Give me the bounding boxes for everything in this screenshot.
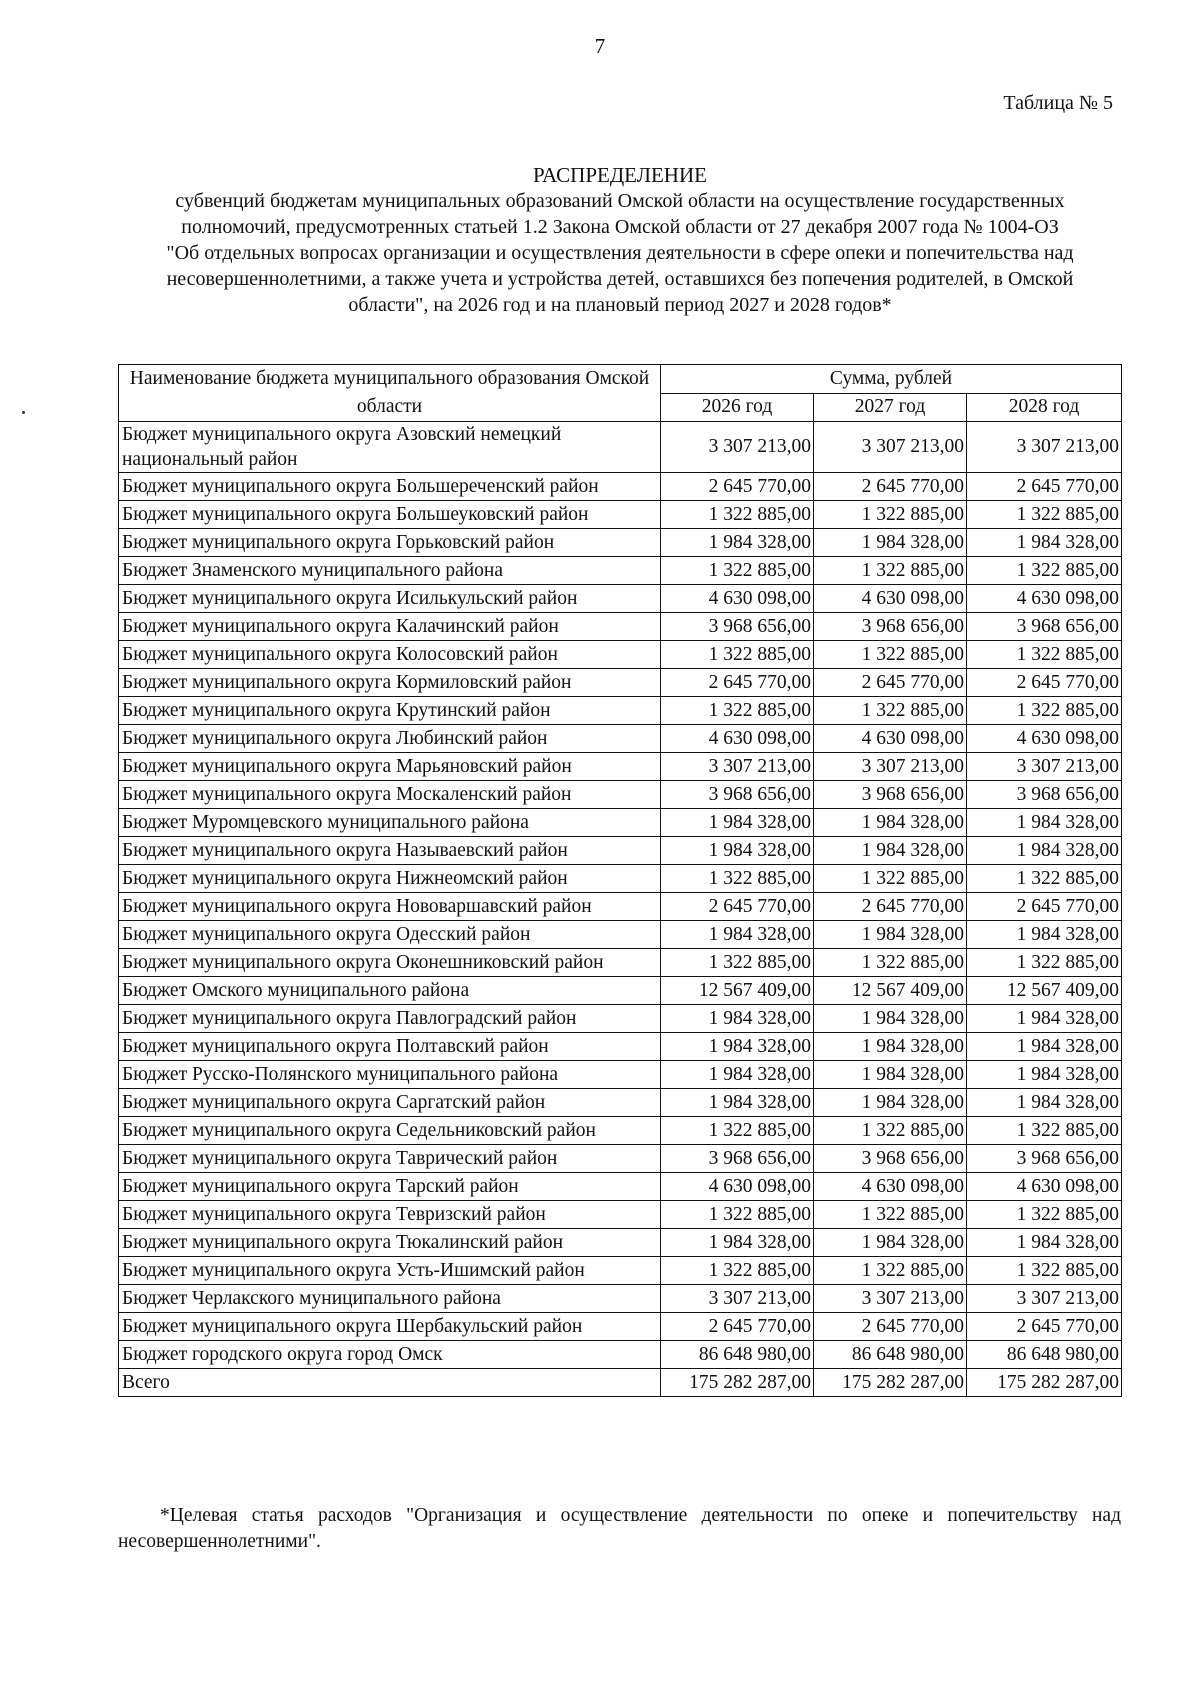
amount-cell: 1 322 885,00 <box>967 641 1122 669</box>
amount-cell: 4 630 098,00 <box>814 1173 967 1201</box>
amount-cell: 1 322 885,00 <box>661 1257 814 1285</box>
amount-cell: 1 322 885,00 <box>967 1257 1122 1285</box>
amount-cell: 1 984 328,00 <box>814 529 967 557</box>
table-row <box>119 613 1122 641</box>
header-year: 2027 год <box>814 393 967 422</box>
table-row <box>119 1033 1122 1061</box>
amount-cell: 1 984 328,00 <box>814 921 967 949</box>
amount-cell: 1 322 885,00 <box>814 949 967 977</box>
budget-name-cell: Бюджет городского округа город Омск <box>119 1341 661 1369</box>
table-row <box>119 422 1122 473</box>
amount-cell: 3 968 656,00 <box>967 613 1122 641</box>
budget-name-cell: Бюджет муниципального округа Любинский район <box>119 725 661 753</box>
budget-name-cell: Бюджет муниципального округа Колосовский район <box>119 641 661 669</box>
amount-cell: 3 968 656,00 <box>967 781 1122 809</box>
amount-cell: 1 984 328,00 <box>661 1089 814 1117</box>
budget-name-cell: Бюджет муниципального округа Калачинский район <box>119 613 661 641</box>
budget-name-cell: Бюджет муниципального округа Таврический район <box>119 1145 661 1173</box>
amount-cell: 1 984 328,00 <box>967 1005 1122 1033</box>
amount-cell: 4 630 098,00 <box>814 725 967 753</box>
amount-cell: 1 984 328,00 <box>967 809 1122 837</box>
table-row <box>119 1173 1122 1201</box>
amount-cell: 2 645 770,00 <box>661 893 814 921</box>
table-row <box>119 837 1122 865</box>
amount-cell: 1 322 885,00 <box>814 1201 967 1229</box>
amount-cell: 1 322 885,00 <box>967 1117 1122 1145</box>
amount-cell: 175 282 287,00 <box>814 1369 967 1397</box>
amount-cell: 4 630 098,00 <box>967 1173 1122 1201</box>
amount-cell: 1 984 328,00 <box>661 1005 814 1033</box>
table-row <box>119 977 1122 1005</box>
table-row <box>119 1061 1122 1089</box>
amount-cell: 175 282 287,00 <box>967 1369 1122 1397</box>
budget-name-cell: Бюджет муниципального округа Большереченский район <box>119 473 661 501</box>
amount-cell: 3 307 213,00 <box>661 753 814 781</box>
table-row <box>119 669 1122 697</box>
amount-cell: 86 648 980,00 <box>814 1341 967 1369</box>
amount-cell: 1 322 885,00 <box>814 501 967 529</box>
table-row <box>119 1285 1122 1313</box>
amount-cell: 1 984 328,00 <box>814 1229 967 1257</box>
table-row <box>119 1257 1122 1285</box>
amount-cell: 1 984 328,00 <box>814 837 967 865</box>
amount-cell: 4 630 098,00 <box>967 725 1122 753</box>
table-label: Таблица № 5 <box>1003 92 1113 114</box>
title-line: области", на 2026 год и на плановый период 2027 и 2028 годов* <box>348 294 892 316</box>
budget-name-cell: Бюджет муниципального округа Тарский район <box>119 1173 661 1201</box>
amount-cell: 1 984 328,00 <box>967 1033 1122 1061</box>
amount-cell: 4 630 098,00 <box>814 585 967 613</box>
budget-name-cell: Бюджет Русско-Полянского муниципального района <box>119 1061 661 1089</box>
amount-cell: 2 645 770,00 <box>661 1313 814 1341</box>
amount-cell: 3 968 656,00 <box>661 1145 814 1173</box>
table-row <box>119 501 1122 529</box>
table-row <box>119 921 1122 949</box>
header-sum: Сумма, рублей <box>661 365 1122 394</box>
amount-cell: 3 307 213,00 <box>967 422 1122 473</box>
table-row <box>119 1229 1122 1257</box>
table-row <box>119 1005 1122 1033</box>
budget-name-cell: Бюджет муниципального округа Исилькульский район <box>119 585 661 613</box>
amount-cell: 3 307 213,00 <box>967 753 1122 781</box>
amount-cell: 1 322 885,00 <box>814 1257 967 1285</box>
table-row <box>119 697 1122 725</box>
table-row <box>119 753 1122 781</box>
amount-cell: 1 984 328,00 <box>814 1061 967 1089</box>
amount-cell: 2 645 770,00 <box>661 669 814 697</box>
table-row <box>119 865 1122 893</box>
budget-name-cell: Бюджет муниципального округа Москаленский район <box>119 781 661 809</box>
amount-cell: 4 630 098,00 <box>661 585 814 613</box>
amount-cell: 1 322 885,00 <box>661 557 814 585</box>
amount-cell: 3 307 213,00 <box>814 753 967 781</box>
amount-cell: 1 984 328,00 <box>661 837 814 865</box>
amount-cell: 1 984 328,00 <box>967 1061 1122 1089</box>
table-row <box>119 557 1122 585</box>
amount-cell: 1 984 328,00 <box>967 921 1122 949</box>
title-line: "Об отдельных вопросах организации и осуществления деятельности в сфере опеки и попечительства над <box>166 242 1074 264</box>
scan-speck <box>22 411 25 414</box>
budget-name-cell: Бюджет муниципального округа Полтавский район <box>119 1033 661 1061</box>
amount-cell: 3 968 656,00 <box>661 781 814 809</box>
amount-cell: 12 567 409,00 <box>661 977 814 1005</box>
amount-cell: 2 645 770,00 <box>967 893 1122 921</box>
budget-name-cell: Бюджет муниципального округа Оконешниковский район <box>119 949 661 977</box>
amount-cell: 1 984 328,00 <box>967 1089 1122 1117</box>
amount-cell: 1 984 328,00 <box>661 921 814 949</box>
budget-name-cell: Бюджет муниципального округа Большеуковский район <box>119 501 661 529</box>
amount-cell: 86 648 980,00 <box>661 1341 814 1369</box>
table-row <box>119 641 1122 669</box>
amount-cell: 1 322 885,00 <box>967 501 1122 529</box>
title-line: субвенций бюджетам муниципальных образований Омской области на осуществление государственных <box>175 190 1065 212</box>
amount-cell: 3 307 213,00 <box>661 422 814 473</box>
table-row <box>119 1341 1122 1369</box>
amount-cell: 12 567 409,00 <box>814 977 967 1005</box>
amount-cell: 2 645 770,00 <box>967 473 1122 501</box>
table-row <box>119 893 1122 921</box>
amount-cell: 1 984 328,00 <box>661 529 814 557</box>
amount-cell: 2 645 770,00 <box>814 893 967 921</box>
amount-cell: 2 645 770,00 <box>661 473 814 501</box>
amount-cell: 1 322 885,00 <box>967 1201 1122 1229</box>
amount-cell: 2 645 770,00 <box>967 1313 1122 1341</box>
amount-cell: 4 630 098,00 <box>661 1173 814 1201</box>
amount-cell: 1 322 885,00 <box>661 641 814 669</box>
table-row <box>119 725 1122 753</box>
amount-cell: 2 645 770,00 <box>967 669 1122 697</box>
amount-cell: 3 307 213,00 <box>814 1285 967 1313</box>
title-line: несовершеннолетними, а также учета и устройства детей, оставшихся без попечения родителей, в Омской <box>166 268 1074 290</box>
amount-cell: 3 968 656,00 <box>814 1145 967 1173</box>
amount-cell: 1 322 885,00 <box>967 949 1122 977</box>
amount-cell: 1 322 885,00 <box>661 865 814 893</box>
budget-name-cell: Бюджет муниципального округа Усть-Ишимский район <box>119 1257 661 1285</box>
table-row <box>119 1201 1122 1229</box>
amount-cell: 2 645 770,00 <box>814 473 967 501</box>
amount-cell: 1 984 328,00 <box>814 809 967 837</box>
amount-cell: 1 322 885,00 <box>661 501 814 529</box>
footnote: *Целевая статья расходов "Организация и осуществление деятельности по опеке и попечительству над несовершеннолетними". <box>118 1505 1121 1552</box>
budget-name-cell: Бюджет муниципального округа Кормиловский район <box>119 669 661 697</box>
table-row <box>119 1117 1122 1145</box>
amount-cell: 1 984 328,00 <box>661 1229 814 1257</box>
amount-cell: 1 322 885,00 <box>661 1117 814 1145</box>
budget-name-cell: Бюджет муниципального округа Саргатский район <box>119 1089 661 1117</box>
amount-cell: 1 984 328,00 <box>814 1033 967 1061</box>
budget-name-cell: Бюджет муниципального округа Называевский район <box>119 837 661 865</box>
budget-name-cell: Бюджет Знаменского муниципального района <box>119 557 661 585</box>
amount-cell: 2 645 770,00 <box>814 1313 967 1341</box>
table-row <box>119 809 1122 837</box>
budget-name-cell: Бюджет муниципального округа Седельниковский район <box>119 1117 661 1145</box>
amount-cell: 4 630 098,00 <box>967 585 1122 613</box>
amount-cell: 1 322 885,00 <box>661 697 814 725</box>
table-row <box>119 781 1122 809</box>
amount-cell: 1 322 885,00 <box>814 1117 967 1145</box>
table-row <box>119 473 1122 501</box>
amount-cell: 1 984 328,00 <box>967 837 1122 865</box>
amount-cell: 2 645 770,00 <box>814 669 967 697</box>
budget-name-cell: Бюджет муниципального округа Шербакульский район <box>119 1313 661 1341</box>
budget-name-cell: Бюджет Черлакского муниципального района <box>119 1285 661 1313</box>
header-year: 2026 год <box>661 393 814 422</box>
amount-cell: 86 648 980,00 <box>967 1341 1122 1369</box>
amount-cell: 1 322 885,00 <box>967 697 1122 725</box>
amount-cell: 3 968 656,00 <box>661 613 814 641</box>
amount-cell: 1 984 328,00 <box>661 809 814 837</box>
amount-cell: 3 968 656,00 <box>814 781 967 809</box>
amount-cell: 1 322 885,00 <box>814 865 967 893</box>
amount-cell: 1 322 885,00 <box>814 641 967 669</box>
budget-name-cell: Бюджет муниципального округа Азовский немецкий национальный район <box>119 422 661 473</box>
amount-cell: 3 307 213,00 <box>661 1285 814 1313</box>
amount-cell: 175 282 287,00 <box>661 1369 814 1397</box>
table-row <box>119 1089 1122 1117</box>
table-row <box>119 529 1122 557</box>
amount-cell: 1 322 885,00 <box>661 949 814 977</box>
amount-cell: 1 322 885,00 <box>814 557 967 585</box>
budget-name-cell: Бюджет муниципального округа Тюкалинский район <box>119 1229 661 1257</box>
budget-name-cell: Бюджет Омского муниципального района <box>119 977 661 1005</box>
amount-cell: 3 968 656,00 <box>967 1145 1122 1173</box>
budget-name-cell: Бюджет муниципального округа Нововаршавский район <box>119 893 661 921</box>
budget-name-cell: Бюджет Муромцевского муниципального района <box>119 809 661 837</box>
budget-name-cell: Бюджет муниципального округа Павлоградский район <box>119 1005 661 1033</box>
amount-cell: 12 567 409,00 <box>967 977 1122 1005</box>
budget-name-cell: Бюджет муниципального округа Горьковский район <box>119 529 661 557</box>
title-line: полномочий, предусмотренных статьей 1.2 Закона Омской области от 27 декабря 2007 года № 1004-ОЗ <box>181 216 1059 238</box>
amount-cell: 1 984 328,00 <box>661 1061 814 1089</box>
amount-cell: 1 984 328,00 <box>814 1089 967 1117</box>
budget-name-cell: Бюджет муниципального округа Одесский район <box>119 921 661 949</box>
header-budget-name: Наименование бюджета муниципального образования Омской области <box>119 365 661 422</box>
table-row <box>119 1369 1122 1397</box>
subvention-table <box>118 364 1122 1397</box>
amount-cell: 3 307 213,00 <box>814 422 967 473</box>
amount-cell: 3 307 213,00 <box>967 1285 1122 1313</box>
table-row <box>119 585 1122 613</box>
title-heading: РАСПРЕДЕЛЕНИЕ <box>533 163 707 187</box>
table-row <box>119 949 1122 977</box>
table-row <box>119 1145 1122 1173</box>
amount-cell: 4 630 098,00 <box>661 725 814 753</box>
budget-name-cell: Бюджет муниципального округа Тевризский район <box>119 1201 661 1229</box>
budget-name-cell: Бюджет муниципального округа Крутинский район <box>119 697 661 725</box>
header-year: 2028 год <box>967 393 1122 422</box>
amount-cell: 1 322 885,00 <box>814 697 967 725</box>
amount-cell: 1 984 328,00 <box>661 1033 814 1061</box>
amount-cell: 1 322 885,00 <box>661 1201 814 1229</box>
budget-name-cell: Всего <box>119 1369 661 1397</box>
budget-name-cell: Бюджет муниципального округа Нижнеомский район <box>119 865 661 893</box>
amount-cell: 1 984 328,00 <box>967 529 1122 557</box>
amount-cell: 3 968 656,00 <box>814 613 967 641</box>
table-row <box>119 1313 1122 1341</box>
table-header-row <box>119 365 1122 394</box>
amount-cell: 1 322 885,00 <box>967 865 1122 893</box>
page-number: 7 <box>594 34 606 58</box>
budget-name-cell: Бюджет муниципального округа Марьяновский район <box>119 753 661 781</box>
amount-cell: 1 984 328,00 <box>814 1005 967 1033</box>
document-title <box>140 162 1100 318</box>
amount-cell: 1 322 885,00 <box>967 557 1122 585</box>
amount-cell: 1 984 328,00 <box>967 1229 1122 1257</box>
